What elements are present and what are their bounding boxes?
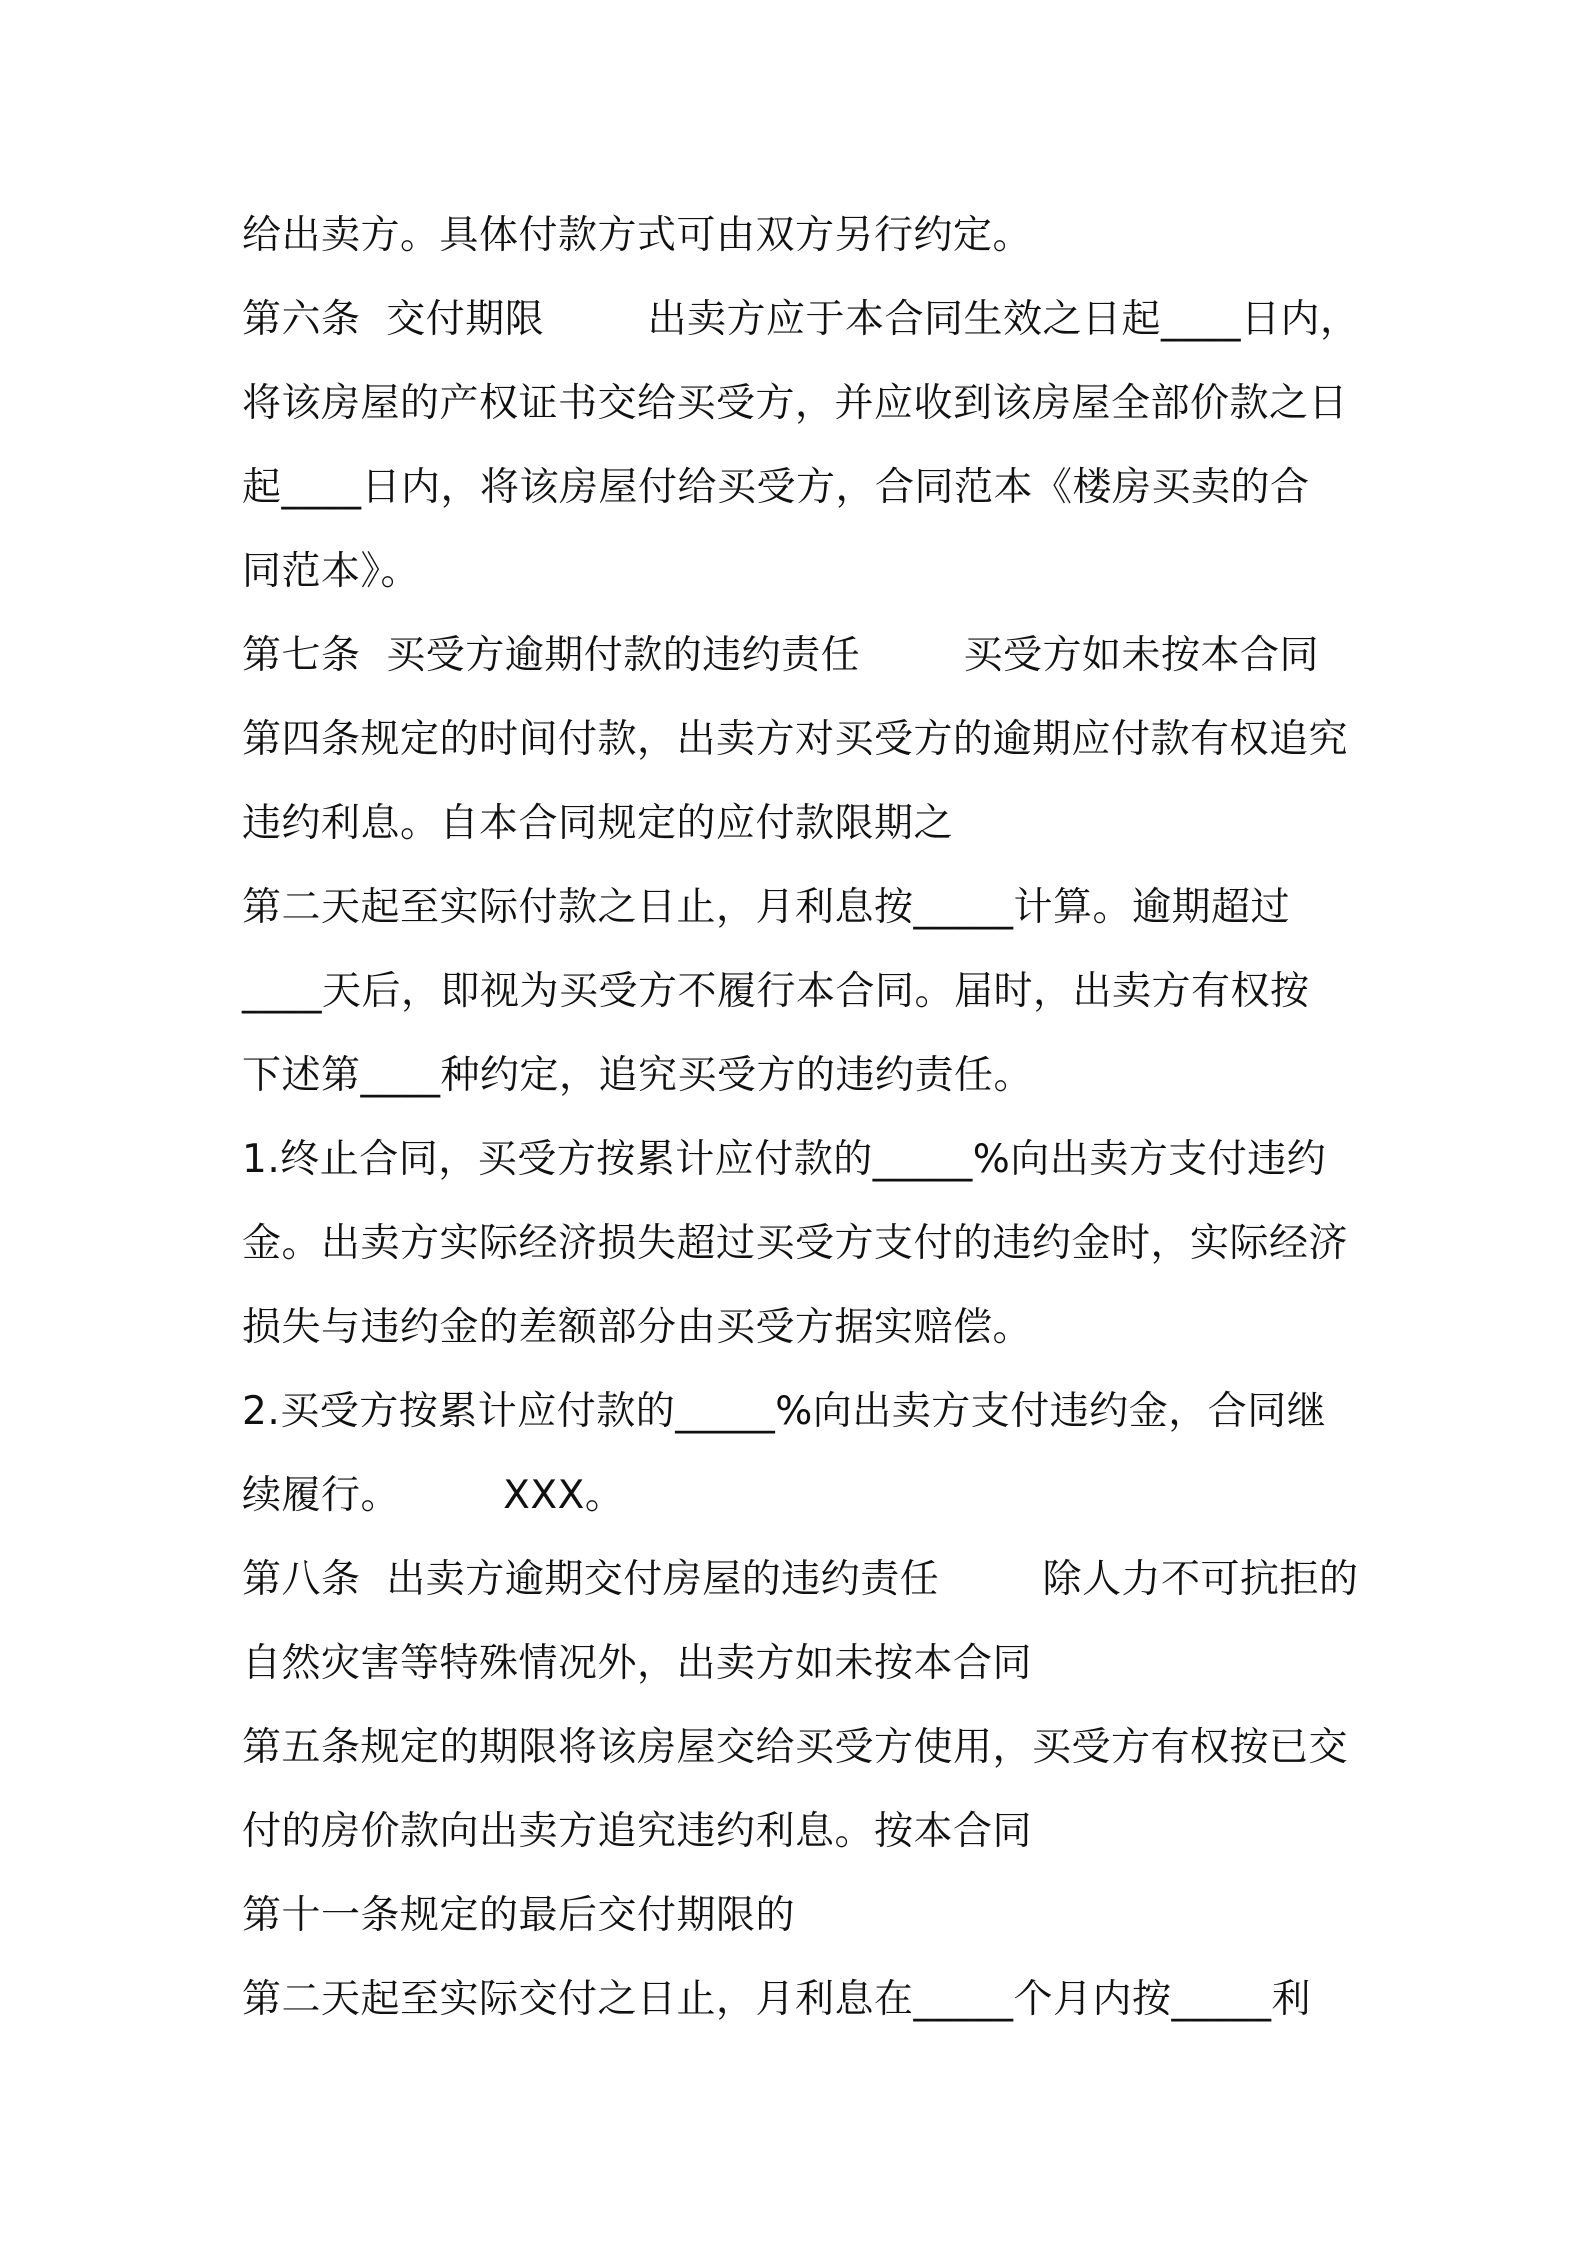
text-line: 给出卖方。具体付款方式可由双方另行约定。 bbox=[242, 213, 1033, 258]
text-line: 第五条规定的期限将该房屋交给买受方使用，买受方有权按已交 bbox=[242, 1725, 1349, 1770]
text-line: 第四条规定的时间付款，出卖方对买受方的逾期应付款有权追究 bbox=[242, 717, 1349, 762]
text-line: 第十一条规定的最后交付期限的 bbox=[242, 1893, 796, 1938]
text-line: ____天后，即视为买受方不履行本合同。届时，出卖方有权按 bbox=[242, 969, 1310, 1014]
clause-2-line: 2.买受方按累计应付款的_____%向出卖方支付违约金，合同继 bbox=[242, 1389, 1327, 1434]
text-line: 起____日内，将该房屋付给买受方，合同范本《楼房买卖的合 bbox=[242, 465, 1310, 510]
text-line: 将该房屋的产权证书交给买受方，并应收到该房屋全部价款之日 bbox=[242, 381, 1349, 426]
text-line: 同范本》。 bbox=[242, 549, 421, 594]
article-7-heading-line: 第七条 买受方逾期付款的违约责任 买受方如未按本合同 bbox=[242, 633, 1319, 678]
text-line: 付的房价款向出卖方追究违约利息。按本合同 bbox=[242, 1809, 1033, 1854]
text-line: 损失与违约金的差额部分由买受方据实赔偿。 bbox=[242, 1305, 1033, 1350]
text-line: 下述第____种约定，追究买受方的违约责任。 bbox=[242, 1053, 1034, 1098]
text-line: 自然灾害等特殊情况外，出卖方如未按本合同 bbox=[242, 1641, 1033, 1686]
clause-1-line: 1.终止合同，买受方按累计应付款的_____%向出卖方支付违约 bbox=[242, 1137, 1327, 1182]
article-8-heading-line: 第八条 出卖方逾期交付房屋的违约责任 除人力不可抗拒的 bbox=[242, 1557, 1359, 1602]
text-line: 金。出卖方实际经济损失超过买受方支付的违约金时，实际经济 bbox=[242, 1221, 1349, 1266]
text-line: 续履行。 XXX。 bbox=[242, 1473, 625, 1518]
article-6-heading-line: 第六条 交付期限 出卖方应于本合同生效之日起____日内， bbox=[242, 297, 1360, 342]
text-line: 违约利息。自本合同规定的应付款限期之 bbox=[242, 801, 954, 846]
contract-text-body bbox=[242, 194, 1362, 2042]
text-line: 第二天起至实际交付之日止，月利息在_____个月内按_____利 bbox=[242, 1977, 1312, 2022]
text-line: 第二天起至实际付款之日止，月利息按_____计算。逾期超过 bbox=[242, 885, 1291, 930]
